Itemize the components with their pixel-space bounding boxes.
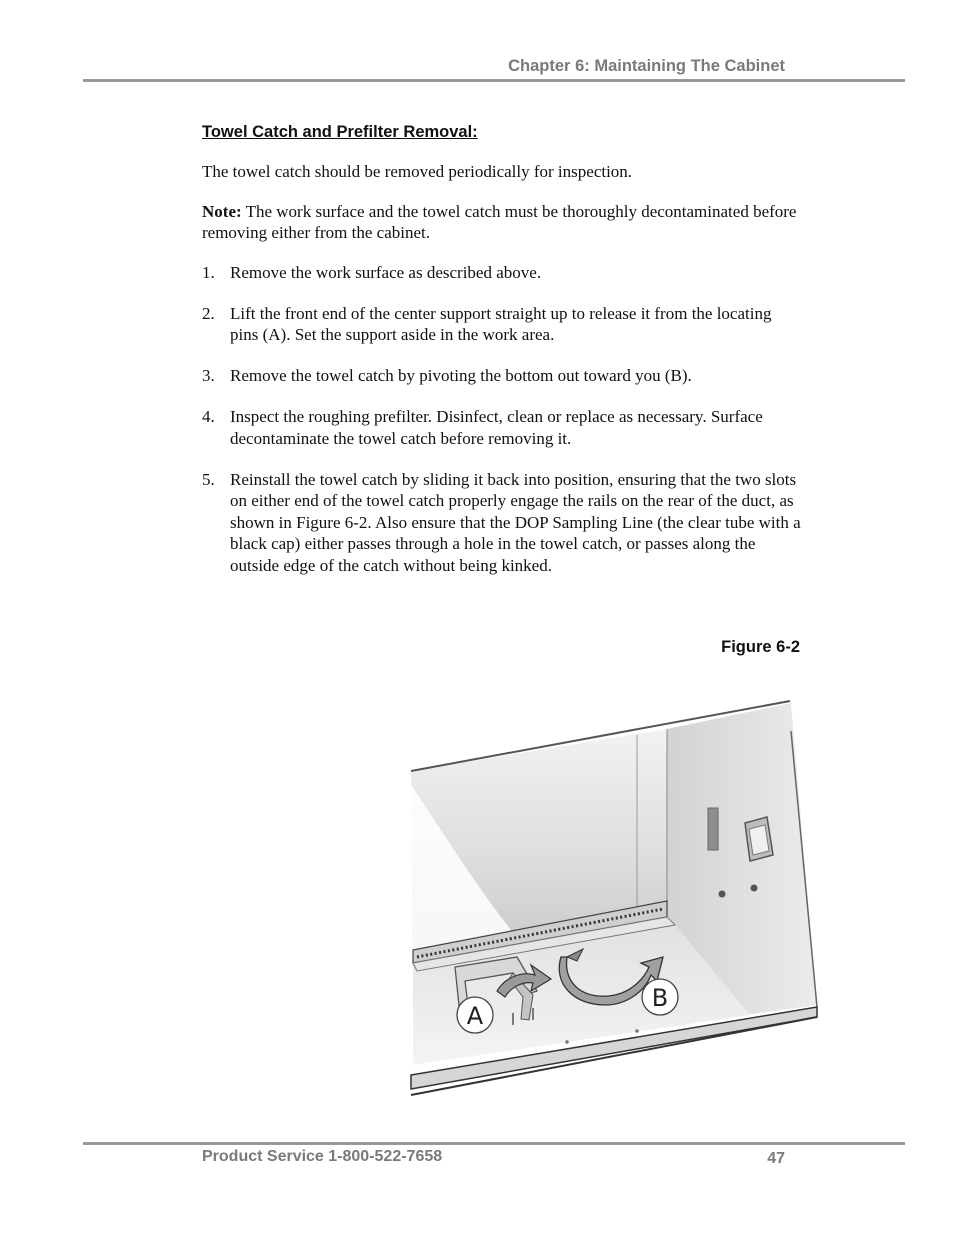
side-hole-1 bbox=[719, 891, 726, 898]
step-number: 2. bbox=[202, 303, 215, 323]
side-switch-inner bbox=[749, 825, 769, 855]
section-title: Towel Catch and Prefilter Removal: bbox=[202, 123, 478, 141]
step-5 bbox=[202, 469, 802, 577]
steps-list bbox=[202, 262, 802, 577]
step-text: Reinstall the towel catch by sliding it back into position, ensuring that the two slots on either end of the towel catch properly engage the rails on the rear of the duct, as shown in Figure 6-2. Also ensure that the DOP Sampling Line (the clear tube with a black cap) either passes through a hole in the towel catch, or passes along the outside edge of the catch without being kinked. bbox=[230, 469, 801, 575]
header-rule bbox=[83, 79, 905, 82]
step-4 bbox=[202, 406, 802, 449]
step-2 bbox=[202, 303, 802, 346]
step-text: Lift the front end of the center support straight up to release it from the locating pins (A). Set the support aside in the work area. bbox=[230, 303, 772, 344]
figure-label: Figure 6-2 bbox=[721, 638, 800, 656]
main-content bbox=[202, 121, 802, 596]
ledge-rivet-1 bbox=[565, 1040, 569, 1044]
step-text: Remove the work surface as described above. bbox=[230, 262, 542, 282]
footer-service: Product Service 1-800-522-7658 bbox=[202, 1148, 443, 1165]
step-number: 5. bbox=[202, 469, 215, 489]
chapter-header: Chapter 6: Maintaining The Cabinet bbox=[508, 57, 785, 75]
ledge-rivet-2 bbox=[635, 1029, 639, 1033]
step-1 bbox=[202, 262, 802, 284]
step-text: Remove the towel catch by pivoting the bottom out toward you (B). bbox=[230, 366, 692, 385]
step-3 bbox=[202, 365, 802, 387]
step-number: 4. bbox=[202, 407, 215, 426]
callout-b-label: B bbox=[651, 984, 669, 1012]
footer-rule bbox=[83, 1142, 905, 1145]
note-paragraph bbox=[202, 201, 802, 244]
intro-paragraph: The towel catch should be removed periodically for inspection. bbox=[202, 162, 633, 181]
callout-a-label: A bbox=[466, 1002, 484, 1030]
side-hole-2 bbox=[751, 885, 758, 892]
step-number: 1. bbox=[202, 262, 215, 282]
towel-catch-illustration bbox=[405, 695, 825, 1105]
step-number: 3. bbox=[202, 366, 215, 385]
side-slot bbox=[708, 808, 718, 850]
step-text: Inspect the roughing prefilter. Disinfect, clean or replace as necessary. Surface decontaminate the towel catch before removing it. bbox=[230, 407, 763, 448]
note-text: The work surface and the towel catch must be thoroughly decontaminated before removing either from the cabinet. bbox=[202, 201, 797, 242]
page-number: 47 bbox=[767, 1150, 785, 1167]
note-label: Note: bbox=[202, 201, 242, 221]
